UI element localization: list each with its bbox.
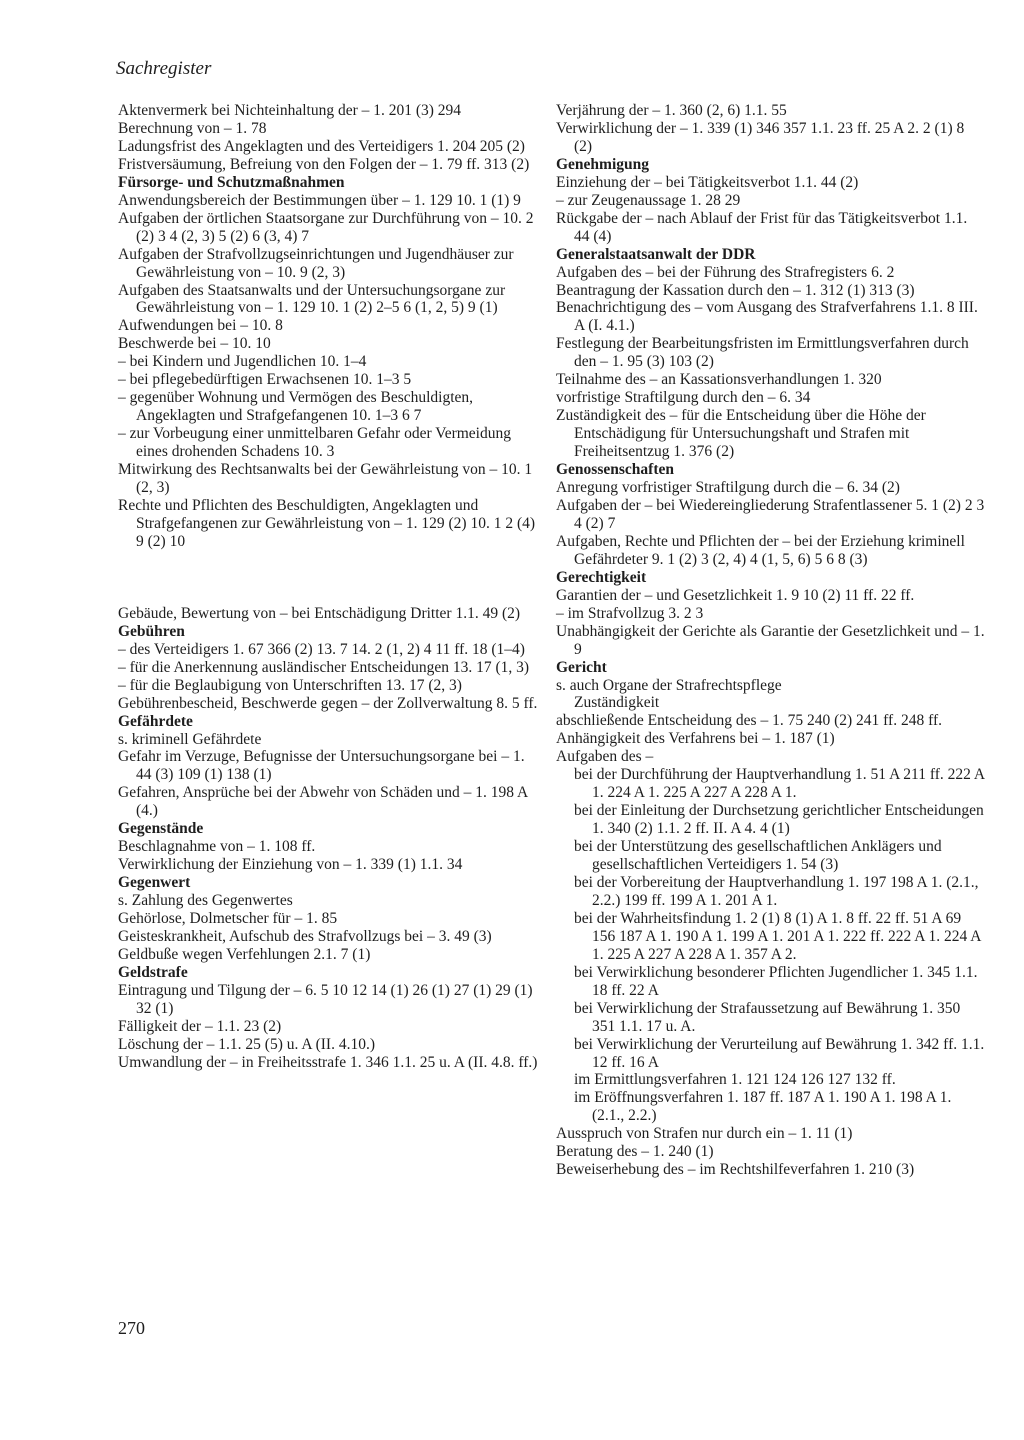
index-entry: bei der Unterstützung des gesellschaftlichen Anklägers und gesellschaftlichen Verteidigers 1. 54 (3)	[574, 838, 942, 874]
index-entry: bei der Durchführung der Hauptverhandlung 1. 51 A 211 ff. 222 A 1. 224 A 1. 225 A 227 A 228 A 1.	[574, 766, 985, 802]
index-entry: Anregung vorfristiger Straftilgung durch die – 6. 34 (2)	[556, 479, 900, 497]
index-entry: Aufgaben, Rechte und Pflichten der – bei der Erziehung kriminell Gefährdeter 9. 1 (2) 3 (2, 4) 4 (1, 5, 6) 5 6 8 (3)	[556, 532, 965, 568]
index-entry: Verwirklichung der – 1. 339 (1) 346 357 1.1. 23 ff. 25 A 2. 2 (1) 8 (2)	[556, 119, 965, 155]
page-number: 270	[118, 1318, 145, 1338]
index-entry: Zuständigkeit des – für die Entscheidung über die Höhe der Entschädigung für Untersuchungshaft und Strafen mit Freiheitsentzug 1. 376 (2)	[556, 407, 926, 461]
index-heading: Gegenstände	[118, 820, 204, 838]
index-entry: Aufgaben der örtlichen Staatsorgane zur Durchführung von – 10. 2 (2) 3 4 (2, 3) 5 (2) 6 (3, 4) 7	[118, 209, 534, 245]
index-entry: Beweiserhebung des – im Rechtshilfeverfahren 1. 210 (3)	[556, 1161, 915, 1179]
index-entry: Löschung der – 1.1. 25 (5) u. A (II. 4.10.)	[118, 1035, 375, 1053]
index-entry: Einziehung der – bei Tätigkeitsverbot 1.1. 44 (2)	[556, 173, 859, 191]
index-entry: Aufgaben des –	[556, 748, 654, 766]
index-entry: – des Verteidigers 1. 67 366 (2) 13. 7 14. 2 (1, 2) 4 11 ff. 18 (1–4)	[118, 640, 525, 658]
index-entry: – bei pflegebedürftigen Erwachsenen 10. 1–3 5	[118, 371, 412, 389]
index-heading: Fürsorge- und Schutzmaßnahmen	[118, 173, 345, 191]
index-heading: Genehmigung	[556, 155, 650, 173]
index-entry: – für die Anerkennung ausländischer Entscheidungen 13. 17 (1, 3)	[118, 658, 530, 676]
index-entry: Gehörlose, Dolmetscher für – 1. 85	[118, 910, 338, 928]
index-heading: Geldstrafe	[118, 963, 188, 981]
index-entry: Aktenvermerk bei Nichteinhaltung der – 1. 201 (3) 294	[118, 102, 462, 119]
index-entry: Gefahr im Verzuge, Befugnisse der Untersuchungsorgane bei – 1. 44 (3) 109 (1) 138 (1)	[118, 748, 525, 784]
index-entry: Berechnung von – 1. 78	[118, 119, 267, 137]
index-entry: bei der Wahrheitsfindung 1. 2 (1) 8 (1) A 1. 8 ff. 22 ff. 51 A 69 156 187 A 1. 190 A 1. 199 A 1. 201 A 1. 222 ff. 222 A 1. 224 A 1. 225 A 227 A 228 A 1. 357 A 2.	[574, 909, 981, 963]
index-entry: Teilnahme des – an Kassationsverhandlungen 1. 320	[556, 371, 882, 389]
index-entry: Ausspruch von Strafen nur durch ein – 1. 11 (1)	[556, 1125, 853, 1143]
index-entry: Rechte und Pflichten des Beschuldigten, Angeklagten und Strafgefangenen zur Gewährleistung von – 1. 129 (2) 10. 1 2 (4) 9 (2) 10	[118, 496, 536, 550]
index-entry: Aufgaben der – bei Wiedereingliederung Strafentlassener 5. 1 (2) 2 3 4 (2) 7	[556, 496, 985, 532]
right-block	[556, 102, 986, 1179]
left-block-1	[118, 102, 538, 551]
index-entry: Verjährung der – 1. 360 (2, 6) 1.1. 55	[556, 102, 787, 119]
index-entry: – zur Zeugenaussage 1. 28 29	[556, 191, 741, 209]
index-entry: Beschlagnahme von – 1. 108 ff.	[118, 838, 316, 856]
index-entry: Umwandlung der – in Freiheitsstrafe 1. 346 1.1. 25 u. A (II. 4.8. ff.)	[118, 1053, 538, 1071]
index-entry: abschließende Entscheidung des – 1. 75 240 (2) 241 ff. 248 ff.	[556, 712, 942, 730]
index-entry: Gefahren, Ansprüche bei der Abwehr von Schäden und – 1. 198 A (4.)	[118, 784, 528, 820]
page-header: Sachregister	[116, 58, 212, 79]
index-entry: bei Verwirklichung der Verurteilung auf Bewährung 1. 342 ff. 1.1. 12 ff. 16 A	[574, 1035, 985, 1071]
index-entry: Geldbuße wegen Verfehlungen 2.1. 7 (1)	[118, 945, 371, 963]
index-heading: Gegenwert	[118, 874, 191, 892]
index-entry: im Ermittlungsverfahren 1. 121 124 126 127 132 ff.	[574, 1071, 896, 1089]
index-entry: s. auch Organe der Strafrechtspflege	[556, 676, 782, 694]
index-heading: Genossenschaften	[556, 461, 674, 479]
index-entry: bei Verwirklichung der Strafaussetzung auf Bewährung 1. 350 351 1.1. 17 u. A.	[574, 999, 961, 1035]
left-block-2	[118, 605, 538, 1072]
index-entry: Anwendungsbereich der Bestimmungen über – 1. 129 10. 1 (1) 9	[118, 191, 521, 209]
index-entry: – bei Kindern und Jugendlichen 10. 1–4	[118, 353, 367, 371]
index-entry: Aufgaben des – bei der Führung des Strafregisters 6. 2	[556, 263, 895, 281]
index-entry: Verwirklichung der Einziehung von – 1. 339 (1) 1.1. 34	[118, 856, 463, 874]
left-column	[118, 102, 538, 1072]
index-entry: Fälligkeit der – 1.1. 23 (2)	[118, 1017, 282, 1035]
index-entry: Rückgabe der – nach Ablauf der Frist für das Tätigkeitsverbot 1.1. 44 (4)	[556, 209, 968, 245]
index-entry: Mitwirkung des Rechtsanwalts bei der Gewährleistung von – 10. 1 (2, 3)	[118, 461, 533, 497]
index-entry: bei der Einleitung der Durchsetzung gerichtlicher Entscheidungen 1. 340 (2) 1.1. 2 ff. II. A 4. 4 (1)	[574, 802, 984, 838]
index-entry: Anhängigkeit des Verfahrens bei – 1. 187 (1)	[556, 730, 835, 748]
index-entry: bei Verwirklichung besonderer Pflichten Jugendlicher 1. 345 1.1. 18 ff. 22 A	[574, 963, 978, 999]
index-entry: Gebührenbescheid, Beschwerde gegen – der Zollverwaltung 8. 5 ff.	[118, 694, 538, 712]
index-entry: Beratung des – 1. 240 (1)	[556, 1143, 714, 1161]
index-entry: Fristversäumung, Befreiung von den Folgen der – 1. 79 ff. 313 (2)	[118, 155, 530, 173]
index-heading: Gefährdete	[118, 712, 193, 730]
index-entry: bei der Vorbereitung der Hauptverhandlung 1. 197 198 A 1. (2.1., 2.2.) 199 ff. 199 A 1. 201 A 1.	[574, 873, 979, 909]
index-entry: s. kriminell Gefährdete	[118, 730, 262, 748]
index-entry: Beantragung der Kassation durch den – 1. 312 (1) 313 (3)	[556, 281, 915, 299]
index-heading: Gerechtigkeit	[556, 568, 647, 586]
index-entry: – für die Beglaubigung von Unterschriften 13. 17 (2, 3)	[118, 676, 462, 694]
index-entry: Zuständigkeit	[574, 694, 660, 712]
index-entry: Ladungsfrist des Angeklagten und des Verteidigers 1. 204 205 (2)	[118, 137, 525, 155]
index-entry: Benachrichtigung des – vom Ausgang des Strafverfahrens 1.1. 8 III. A (I. 4.1.)	[556, 299, 978, 335]
index-entry: s. Zahlung des Gegenwertes	[118, 892, 293, 910]
index-entry: Aufgaben des Staatsanwalts und der Untersuchungsorgane zur Gewährleistung von – 1. 129 10. 1 (2) 2–5 6 (1, 2, 5) 9 (1)	[118, 281, 506, 317]
index-entry: Geisteskrankheit, Aufschub des Strafvollzugs bei – 3. 49 (3)	[118, 927, 492, 945]
index-heading: Gericht	[556, 658, 607, 676]
index-entry: Aufwendungen bei – 10. 8	[118, 317, 283, 335]
index-entry: Beschwerde bei – 10. 10	[118, 335, 271, 353]
index-entry: Eintragung und Tilgung der – 6. 5 10 12 14 (1) 26 (1) 27 (1) 29 (1) 32 (1)	[118, 981, 533, 1017]
index-heading: Gebühren	[118, 622, 185, 640]
index-entry: Unabhängigkeit der Gerichte als Garantie der Gesetzlichkeit und – 1. 9	[556, 622, 985, 658]
index-entry: im Eröffnungsverfahren 1. 187 ff. 187 A 1. 190 A 1. 198 A 1. (2.1., 2.2.)	[574, 1089, 952, 1125]
index-entry: – zur Vorbeugung einer unmittelbaren Gefahr oder Vermeidung eines drohenden Schadens 10. 3	[118, 425, 511, 461]
index-entry: – im Strafvollzug 3. 2 3	[556, 604, 704, 622]
right-column	[556, 102, 986, 1179]
index-entry: vorfristige Straftilgung durch den – 6. 34	[556, 389, 811, 407]
column-gap	[118, 551, 538, 605]
index-entry: Gebäude, Bewertung von – bei Entschädigung Dritter 1.1. 49 (2)	[118, 604, 521, 622]
index-entry: Garantien der – und Gesetzlichkeit 1. 9 10 (2) 11 ff. 22 ff.	[556, 586, 915, 604]
index-heading: Generalstaatsanwalt der DDR	[556, 245, 756, 263]
index-entry: Festlegung der Bearbeitungsfristen im Ermittlungsverfahren durch den – 1. 95 (3) 103 (2)	[556, 335, 969, 371]
index-entry: – gegenüber Wohnung und Vermögen des Beschuldigten, Angeklagten und Strafgefangenen 10. 1–3 6 7	[118, 389, 474, 425]
index-entry: Aufgaben der Strafvollzugseinrichtungen und Jugendhäuser zur Gewährleistung von – 10. 9 (2, 3)	[118, 245, 514, 281]
